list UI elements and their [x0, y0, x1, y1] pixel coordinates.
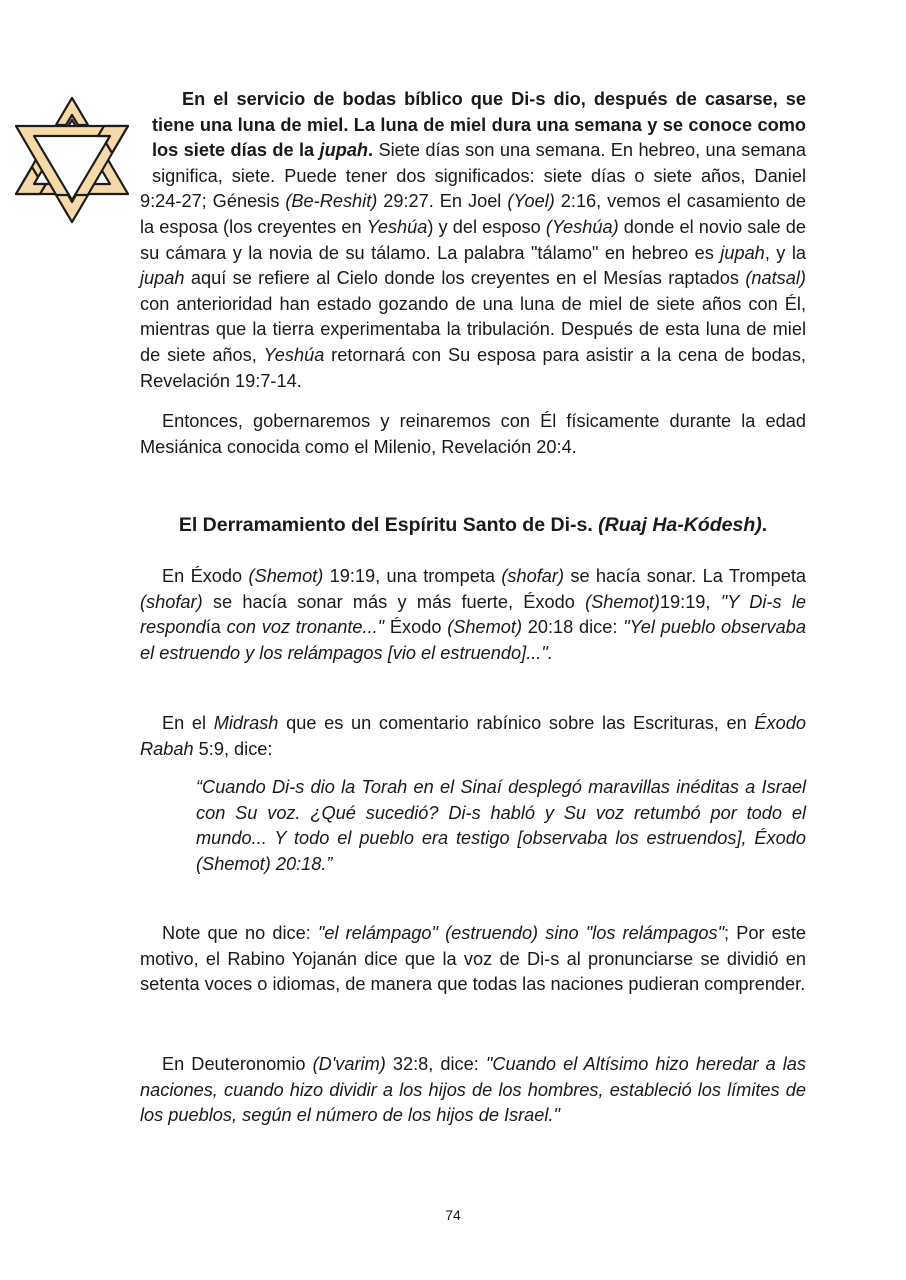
heading-text: El Derramamiento del Espíritu Santo de Di-s.	[178, 514, 599, 536]
text-run: con anterioridad han estado gozando de una luna de miel de siete años con Él, mientras que la tierra experimentaba la tribulación. Después de esta luna de miel de siete años,	[140, 293, 806, 365]
text-run: (Shemot)	[447, 617, 523, 638]
text-run: 29:27. En Joel	[377, 191, 508, 212]
text-run: En el	[162, 713, 214, 733]
text-run: (D'varim)	[312, 1054, 386, 1074]
text-run: jupah	[319, 140, 369, 161]
text-run: se hacía sonar. La Trompeta	[564, 566, 807, 586]
block-quote	[196, 775, 806, 877]
text-run: 2:16, vemos el casamiento de la esposa (los creyentes en	[140, 191, 806, 237]
text-run: (Shemot)	[585, 591, 660, 612]
text-run: Entonces, gobernaremos y reinaremos con Él físicamente durante la edad Mesiánica conocida como el Milenio, Revelación 20:4.	[140, 411, 806, 457]
paragraph-lightnings	[140, 921, 806, 998]
text-run: donde el novio sale de su cámara y la novia de su tálamo. La palabra "tálamo" en hebreo es	[140, 216, 806, 263]
text-run: se hacía sonar más y más fuerte, Éxodo	[202, 591, 586, 612]
text-run: 19:19,	[659, 591, 721, 612]
text-run: con voz tronante..."	[220, 617, 385, 638]
text-run: "Yel pueblo observaba el estruendo y los relámpagos [vio el estruendo]...".	[140, 617, 806, 663]
text-run: Note que no dice:	[162, 923, 318, 943]
text-run: Midrash	[213, 713, 279, 733]
section-heading	[140, 512, 806, 538]
heading-end: .	[761, 514, 768, 536]
text-run: jupah	[140, 268, 185, 289]
paragraph-midrash	[140, 711, 806, 762]
paragraph-shofar	[140, 564, 806, 666]
text-run: 5:9, dice:	[193, 738, 273, 759]
text-run: "Cuando el Altísimo hizo heredar a las naciones, cuando hizo dividir a los hijos de los hombres, estableció los límites de los pueblos, según el número de los hijos de Israel."	[140, 1054, 807, 1126]
text-run: Siete días son una semana. En hebreo, una semana significa, siete. Puede tener dos significados: siete días o siete años, Daniel 9:24-27; Génesis	[140, 140, 806, 212]
text-run: Éxodo	[384, 617, 448, 638]
quote-text: “Cuando Di-s dio la Torah en el Sinaí desplegó maravillas inéditas a Israel con Su voz. ¿Qué sucedió? Di-s habló y Su voz retumbó por todo el mundo... Y todo el pueblo era testigo [observaba los estruendos], Éxodo (Shemot) 20:18.”	[196, 777, 806, 874]
text-run: retornará con Su esposa para asistir a la cena de bodas, Revelación 19:7-14.	[140, 344, 806, 391]
text-run: (Yoel)	[507, 191, 555, 212]
paragraph-deuteronomy	[140, 1052, 806, 1129]
text-run: 20:18 dice:	[522, 617, 624, 638]
text-run: (Shemot)	[248, 566, 324, 586]
star-of-david-icon	[12, 94, 132, 226]
text-run: (shofar)	[501, 566, 565, 586]
text-run: En el servicio de bodas bíblico que Di-s dio, después de casarse, se tiene una luna de miel. La luna de miel dura una semana y se conoce como los siete días de la	[152, 89, 806, 161]
text-run: En Éxodo	[162, 566, 249, 586]
text-run: "el relámpago" (estruendo) sino "los relámpagos"	[317, 923, 725, 943]
text-run: (Be-Reshit)	[285, 191, 378, 212]
page-number: 74	[445, 1207, 461, 1223]
text-run: 32:8, dice:	[385, 1054, 486, 1074]
text-run: ; Por este motivo, el Rabino Yojanán dice que la voz de Di-s al pronunciarse se dividió en setenta voces o idiomas, de manera que todas las naciones pudieran comprender.	[140, 923, 806, 995]
text-run: aquí se refiere al Cielo donde los creyentes en el Mesías raptados	[184, 268, 746, 289]
heading-italic: (Ruaj Ha-Kódesh)	[598, 514, 762, 536]
text-run: , y la	[764, 242, 806, 263]
text-run: jupah	[720, 242, 765, 263]
text-run: ) y del esposo	[427, 216, 546, 237]
text-run: (Yeshúa)	[545, 216, 619, 237]
paragraph-honeymoon	[140, 87, 806, 394]
text-run: 19:19, una trompeta	[323, 566, 502, 586]
text-run: (shofar)	[140, 591, 203, 612]
paragraph-millennium	[140, 409, 806, 460]
text-run: En Deuteronomio	[162, 1054, 313, 1074]
text-run: (natsal)	[745, 268, 806, 289]
text-run: .	[368, 140, 374, 161]
text-run: "Y Di-s le respond	[140, 591, 806, 638]
text-run: Yeshúa	[366, 216, 428, 237]
text-run: que es un comentario rabínico sobre las Escrituras, en	[278, 713, 755, 733]
text-run: Yeshúa	[263, 344, 325, 365]
text-run: ía	[205, 617, 221, 638]
text-run: Éxodo Rabah	[140, 713, 806, 759]
